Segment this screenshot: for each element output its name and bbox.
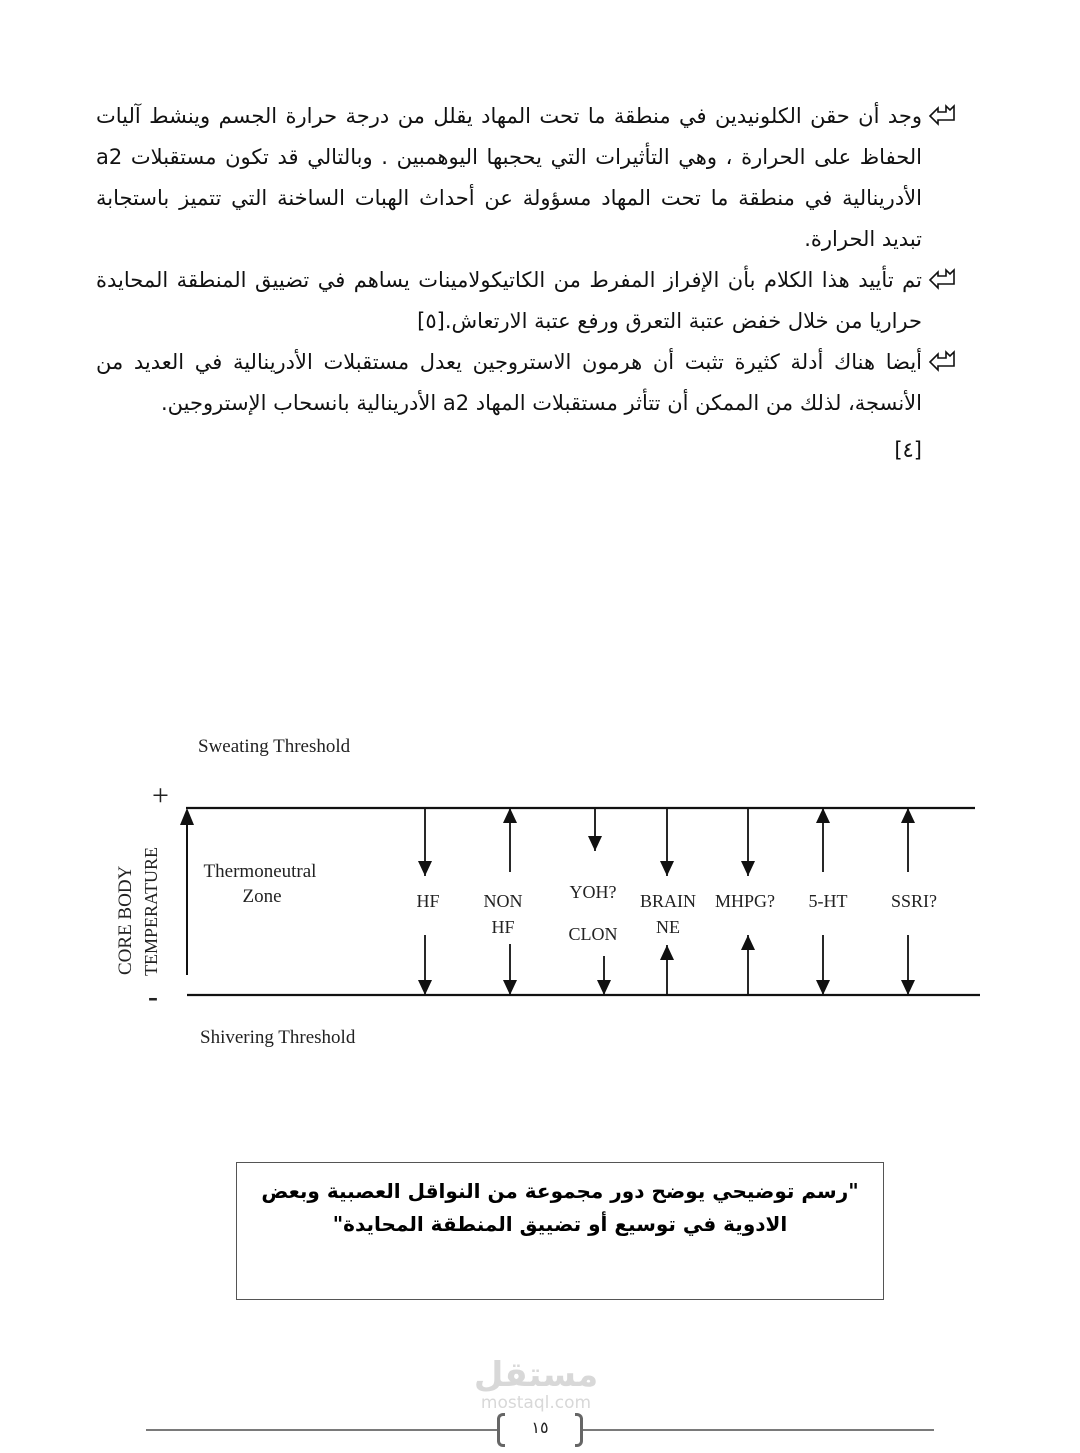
minus-sign: - [148,980,158,1013]
footer-rule-left [146,1429,498,1431]
bottom-arrow [503,944,517,995]
factor-column [809,808,848,995]
page-number: ١٥ [531,1418,549,1437]
factor-column [416,808,439,995]
arrow-down-icon [816,980,830,995]
factor-label: SSRI? [890,891,938,911]
factor-column [569,808,618,995]
y-axis-label-line1: CORE BODY [115,865,136,975]
arrow-up-icon [901,808,915,823]
sweating-threshold-label: Sweating Threshold [198,736,351,757]
top-arrow [588,808,602,851]
top-arrow [660,808,674,876]
zone-label-line1: Thermoneutral [203,861,317,882]
paragraph-list [96,96,956,471]
top-arrow [503,808,517,872]
watermark-arabic: مستقل [473,1355,599,1395]
factor-label: HF [491,917,515,937]
arrow-up-icon [741,935,755,950]
factor-column [640,808,696,995]
figure-caption-box [236,1162,884,1300]
arrow-down-icon [597,980,611,995]
factor-label: MHPG? [714,891,776,911]
arrow-up-icon [816,808,830,823]
arrow-down-icon [588,836,602,851]
page-number-bracket-left [497,1413,505,1447]
arrow-up-icon [503,808,517,823]
page-number-bracket-right [575,1413,583,1447]
factor-column [891,808,937,995]
arrow-bullet-icon [928,350,956,374]
arrow-bullet-icon [928,104,956,128]
paragraph-2 [96,260,956,342]
plus-sign: + [152,779,169,812]
bottom-arrow [597,956,611,995]
arrow-down-icon [660,861,674,876]
paragraph-3 [96,342,956,471]
arrow-down-icon [741,861,755,876]
factor-label: HF [416,891,440,911]
factor-label: YOH? [569,882,617,902]
top-arrow [816,808,830,872]
arrow-up-icon [180,808,194,825]
arrow-down-icon [418,980,432,995]
factor-label: NON [483,891,523,911]
watermark-latin: mostaql.com [480,1393,592,1413]
top-arrow [901,808,915,872]
paragraph-1 [96,96,956,260]
arrow-bullet-icon [928,268,956,292]
factor-column [484,808,523,995]
bottom-arrow [418,935,432,995]
arrow-down-icon [503,980,517,995]
shivering-threshold-label: Shivering Threshold [200,1027,356,1048]
watermark-logo [466,1356,606,1412]
factor-label: CLON [568,924,618,944]
factor-group [416,808,937,995]
footer-rule-right [582,1429,934,1431]
paragraph-text: وجد أن حقن الكلونيدين في منطقة ما تحت المهاد يقلل من درجة حرارة الجسم وينشط آليات الحفاظ على الحرارة ، وهي التأثيرات التي يحجبها اليوهمبين . وبالتالي قد تكون مستقبلات a2 الأدرينالية في منطقة ما تحت المهاد مسؤولة عن أحداث الهبات الساخنة التي تتميز باستجابة تبديد الحرارة. [96,104,922,251]
reference-citation: [٤] [894,438,922,462]
arrow-up-icon [660,945,674,960]
paragraph-text: أيضا هناك أدلة كثيرة تثبت أن هرمون الاستروجين يعدل مستقبلات الأدرينالية في العديد من الأنسجة، لذلك من الممكن أن تتأثر مستقبلات المهاد a2 الأدرينالية بانسحاب الإستروجين. [96,350,922,415]
factor-label: NE [656,917,680,937]
factor-label: 5-HT [808,891,848,911]
top-arrow [418,808,432,876]
arrow-down-icon [901,980,915,995]
bottom-arrow [901,935,915,995]
bottom-arrow [660,945,674,995]
caption-line-1: "رسم توضيحي يوضح دور مجموعة من النواقل العصبية وبعض [261,1179,859,1203]
factor-label: BRAIN [639,891,697,911]
arrow-down-icon [418,861,432,876]
y-axis-label-line2: TEMPERATURE [141,846,161,976]
zone-label-line2: Zone [242,886,282,907]
caption-line-2: الادوية في توسيع أو تضييق المنطقة المحايدة" [332,1212,788,1236]
bottom-arrow [741,935,755,995]
factor-column [715,808,775,995]
paragraph-text: تم تأييد هذا الكلام بأن الإفراز المفرط من الكاتيكولامينات يساهم في تضييق المنطقة المحايدة حراريا من خلال خفض عتبة التعرق ورفع عتبة الارتعاش.[٥] [96,268,922,333]
bottom-arrow [816,935,830,995]
top-arrow [741,808,755,876]
